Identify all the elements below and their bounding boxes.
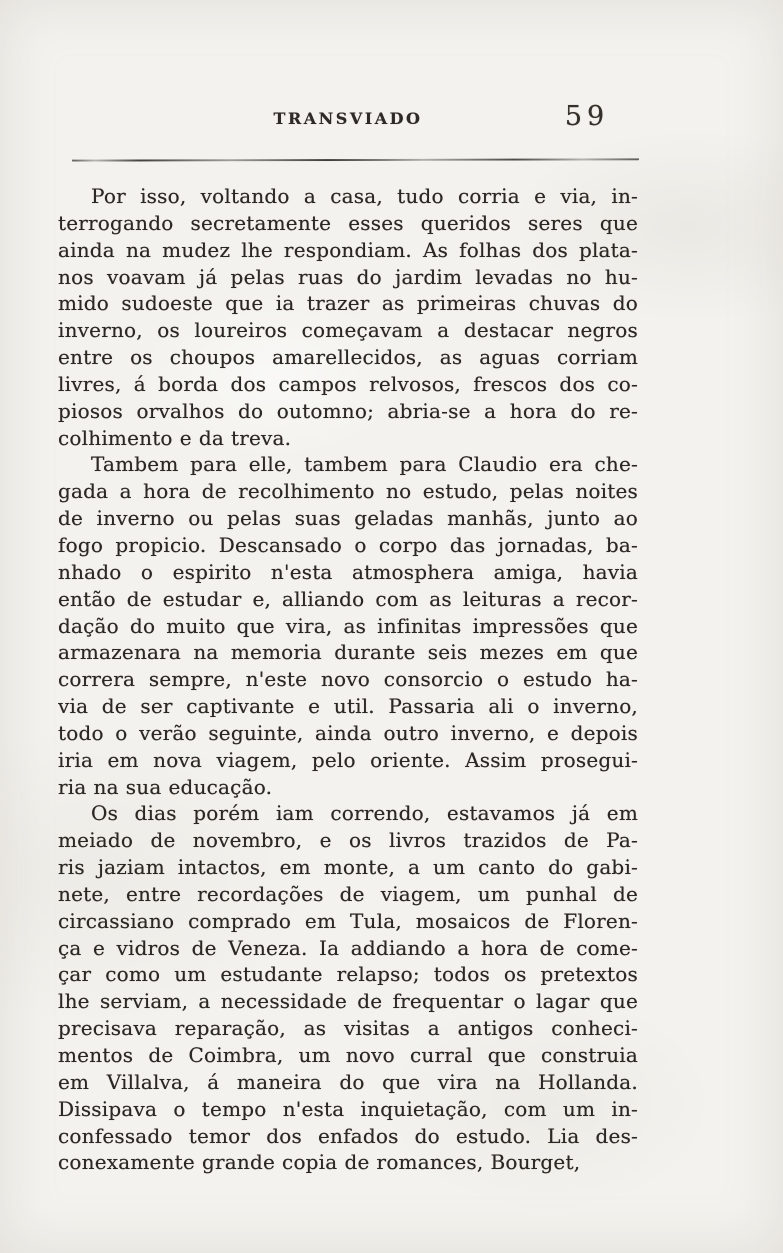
text-line: dação do muito que vira, as infinitas impressões que [58,613,638,638]
text-line: lhe serviam, a necessidade de frequentar o lagar que [58,989,638,1014]
text-line: Tambem para elle, tambem para Claudio era che- [91,452,638,477]
text-line: confessado temor dos enfados do estudo. Lia des- [58,1123,638,1148]
header-divider-rule [72,157,639,161]
text-line: correra sempre, n'este novo consorcio o estudo ha- [58,667,638,692]
text-line: nos voavam já pelas ruas do jardim levadas no hu- [58,264,638,289]
text-line: Dissipava o tempo n'esta inquietação, com um in- [58,1096,638,1121]
page-number: 59 [564,101,610,132]
text-line: todo o verão seguinte, ainda outro inverno, e depois [58,720,638,745]
text-line: çar como um estudante relapso; todos os pretextos [58,962,638,987]
text-line: conexamente grande copia de romances, Bourget, [58,1150,581,1175]
text-line: livres, á borda dos campos relvosos, frescos dos co- [58,371,638,396]
text-line: circassiano comprado em Tula, mosaicos de Floren- [58,908,638,933]
paragraph [58,183,638,451]
running-title: TRANSVIADO [273,109,423,128]
text-line: nhado o espirito n'esta atmosphera amiga, havia [58,559,638,584]
text-line: Por isso, voltando a casa, tudo corria e via, in- [91,184,638,208]
text-line: colhimento e da treva. [58,425,292,450]
page-body [58,183,638,1176]
text-line: piosos orvalhos do outomno; abria-se a hora do re- [58,398,638,423]
text-line: ainda na mudez lhe respondiam. As folhas dos plata- [58,237,638,262]
text-line: nete, entre recordações de viagem, um punhal de [58,881,638,906]
text-line: ris jaziam intactos, em monte, a um canto do gabi- [58,855,638,880]
text-line: então de estudar e, alliando com as leituras a recor- [58,586,638,611]
text-line: fogo propicio. Descansado o corpo das jornadas, ba- [58,532,638,557]
text-line: precisava reparação, as visitas a antigos conheci- [58,1016,638,1041]
text-line: em Villalva, á maneira do que vira na Hollanda. [58,1069,638,1094]
text-line: iria em nova viagem, pelo oriente. Assim prosegui- [58,747,638,772]
text-line: de inverno ou pelas suas geladas manhãs, junto ao [58,506,638,531]
text-line: Os dias porém iam correndo, estavamos já em [91,801,638,826]
text-line: armazenara na memoria durante seis mezes em que [58,640,638,665]
paragraph [58,800,638,1176]
text-line: mentos de Coimbra, um novo curral que construia [58,1043,638,1067]
text-line: inverno, os loureiros começavam a destacar negros [58,318,638,343]
paragraph [58,451,638,800]
text-line: via de ser captivante e util. Passaria ali o inverno, [58,694,638,719]
text-line: ria na sua educação. [58,774,273,799]
text-line: terrogando secretamente esses queridos seres que [58,210,638,235]
text-line: mido sudoeste que ia trazer as primeiras chuvas do [58,291,638,316]
text-line: meiado de novembro, e os livros trazidos de Pa- [58,828,638,853]
text-line: gada a hora de recolhimento no estudo, pelas noites [58,479,638,504]
text-line: ça e vidros de Veneza. Ia addiando a hora de come- [58,935,638,960]
text-line: entre os choupos amarellecidos, as aguas corriam [58,345,638,370]
